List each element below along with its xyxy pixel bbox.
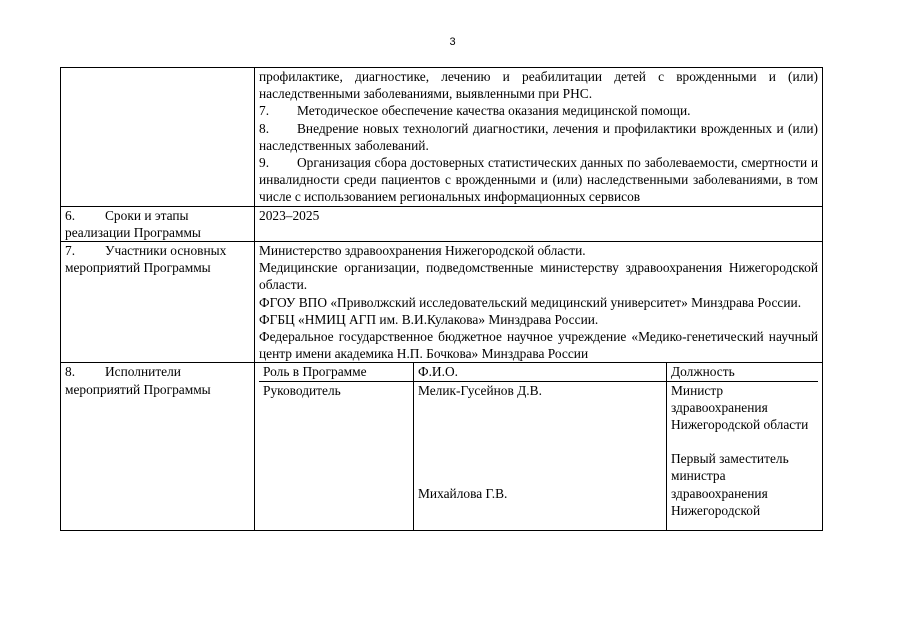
executor-name: Михайлова Г.В. — [418, 485, 508, 501]
executor-position: Министр здравоохранения Нижегородской области — [671, 382, 809, 433]
page-number: 3 — [449, 36, 456, 48]
executor-names — [413, 382, 666, 530]
participant-item: Министерство здравоохранения Нижегородской области. — [259, 243, 586, 259]
empty-label-cell — [61, 68, 255, 207]
table-row-participants — [61, 242, 823, 363]
header-position: Должность — [666, 363, 818, 380]
terms-label-cell: 6. Сроки и этапы реализации Программы — [61, 206, 255, 241]
executors-value-cell — [255, 363, 823, 530]
header-name: Ф.И.О. — [413, 363, 666, 380]
executor-positions — [666, 382, 818, 530]
continuation-text: профилактике, диагностике, лечению и реабилитации детей с врожденными и (или) наследственными заболеваниями, выявленными при РНС. — [259, 69, 818, 102]
executor-position: Первый заместитель министра здравоохранения Нижегородской — [671, 451, 789, 518]
executors-label-cell: 8. Исполнители мероприятий Программы — [61, 363, 255, 530]
list-item: 8. Внедрение новых технологий диагностики, лечения и профилактики врожденных и (или) наследственных заболеваний. — [259, 120, 818, 153]
program-passport-table — [60, 67, 823, 531]
table-row-executors — [61, 363, 823, 530]
table-row-continuation — [61, 68, 823, 207]
terms-value-cell: 2023–2025 — [255, 206, 823, 241]
participant-item: Медицинские организации, подведомственные министерству здравоохранения Нижегородской области. — [259, 260, 818, 293]
list-item: 7. Методическое обеспечение качества оказания медицинской помощи. — [259, 103, 691, 119]
executor-name: Мелик-Гусейнов Д.В. — [418, 382, 542, 398]
continuation-cell — [255, 68, 823, 207]
header-role: Роль в Программе — [263, 364, 367, 380]
participants-value-cell — [255, 242, 823, 363]
table-row-terms — [61, 206, 823, 241]
executors-header-row — [259, 363, 818, 381]
participant-item: Федеральное государственное бюджетное научное учреждение «Медико-генетический научный центр имени академика Н.П. Бочкова» Минздрава России — [259, 329, 818, 362]
participants-label-cell: 7. Участники основных мероприятий Программы — [61, 242, 255, 363]
list-item: 9. Организация сбора достоверных статистических данных по заболеваемости, смертности и инвалидности среди пациентов с врожденными и (или) наследственными заболеваниями, в том числе с использованием региональных информационных сервисов — [259, 155, 818, 205]
executors-body-row — [259, 382, 818, 530]
participant-item: ФГОУ ВПО «Приволжский исследовательский медицинский университет» Минздрава России. — [259, 294, 802, 310]
participant-item: ФГБЦ «НМИЦ АГП им. В.И.Кулакова» Минздрава России. — [259, 311, 599, 327]
executor-role: Руководитель — [263, 382, 341, 398]
